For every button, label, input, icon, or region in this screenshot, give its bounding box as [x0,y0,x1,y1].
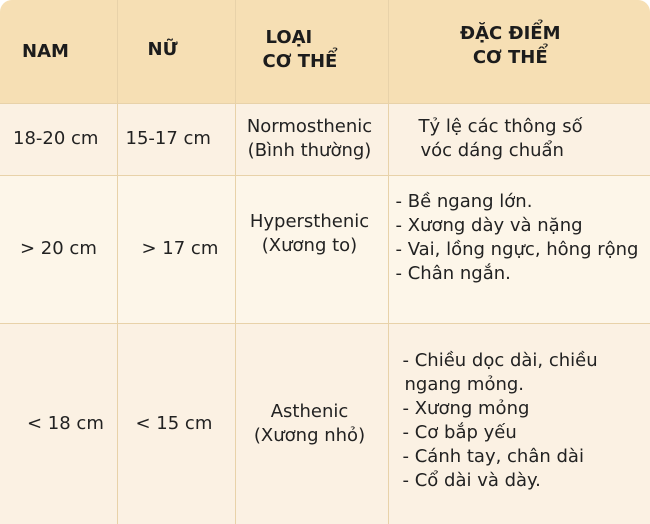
body-type-name: Normosthenic [246,116,373,137]
cell-nam: < 18 cm [0,323,117,524]
header-loai-line2: CƠ THỂ [262,51,338,72]
description-line: ngang mỏng. [404,373,525,395]
description-line: - Chân ngắn. [395,262,511,284]
header-dac-line1: ĐẶC ĐIỂM [460,23,561,44]
header-nam: NAM [0,0,117,103]
cell-body-type [235,175,388,323]
cell-description [388,323,650,524]
table-row [0,175,650,323]
description-line: vóc dáng chuẩn [420,140,564,161]
description-line: - Xương dày và nặng [395,214,583,236]
description-line: Tỷ lệ các thông số [418,116,583,137]
body-type-subtitle: (Bình thường) [247,140,372,161]
header-nu: NỮ [117,0,235,103]
cell-description [388,103,650,175]
cell-nam: 18-20 cm [0,103,117,175]
description-line: - Bề ngang lớn. [395,190,533,212]
body-type-subtitle: (Xương nhỏ) [253,424,366,446]
cell-nu: 15-17 cm [117,103,235,175]
header-dac-diem-co-the [388,0,650,103]
table-row [0,103,650,175]
cell-nu: < 15 cm [117,323,235,524]
cell-description [388,175,650,323]
cell-body-type [235,323,388,524]
body-type-name: Asthenic [270,400,349,422]
cell-nu: > 17 cm [117,175,235,323]
body-type-subtitle: (Xương to) [261,234,358,256]
description-line: - Chiều dọc dài, chiều [402,349,598,371]
cell-body-type [235,103,388,175]
table-header-row [0,0,650,103]
description-line: - Cổ dài và dày. [402,469,541,491]
header-loai-line1: LOẠI [265,27,313,48]
description-line: - Cánh tay, chân dài [402,445,584,467]
header-loai-co-the [235,0,388,103]
table-row [0,323,650,524]
cell-nam: > 20 cm [0,175,117,323]
description-line: - Cơ bắp yếu [402,421,517,443]
description-line: - Vai, lồng ngực, hông rộng [395,238,639,260]
body-type-name: Hypersthenic [249,210,370,232]
header-dac-line2: CƠ THỂ [472,47,548,68]
description-line: - Xương mỏng [402,397,530,419]
